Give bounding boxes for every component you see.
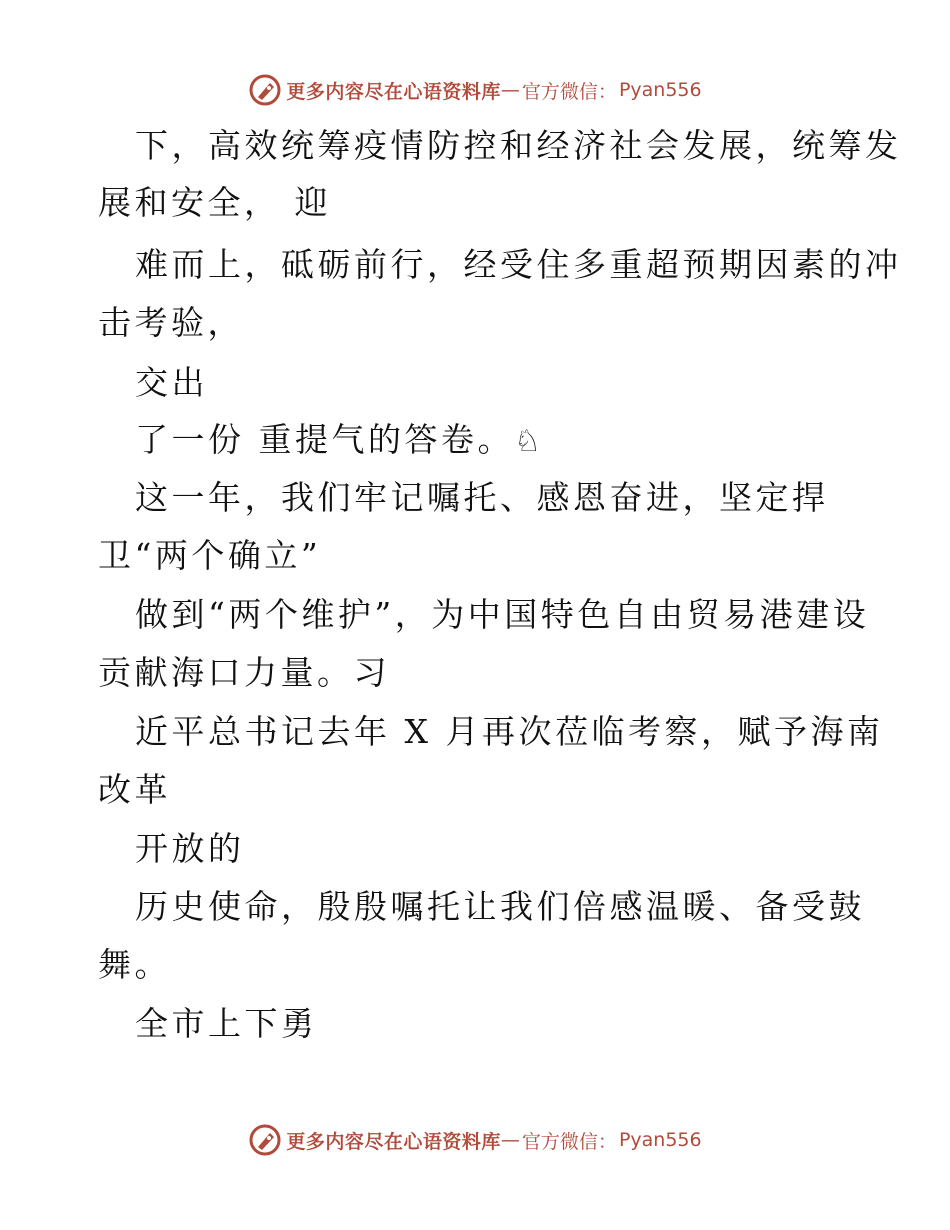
text-line: 全市上下勇	[135, 1004, 318, 1043]
text-line-with-symbol	[135, 420, 541, 462]
text-line: 开放的	[135, 829, 245, 868]
text-line: 难而上，砥砺前行，经受住多重超预期因素的冲	[135, 245, 902, 284]
watermark-wechat-label: 官方微信：	[521, 80, 617, 103]
text-line: 下，高效统筹疫情防控和经济社会发展，统筹发	[135, 126, 902, 165]
footer-watermark	[0, 1120, 950, 1160]
text-line: 近平总书记去年 X 月再次莅临考察，赋予海南	[135, 712, 884, 751]
watermark-wechat-label: 官方微信：	[521, 1130, 617, 1153]
watermark-wechat-id: Pyan556	[618, 79, 702, 101]
text-line: 改革	[98, 770, 171, 809]
watermark-wechat-id: Pyan556	[618, 1129, 702, 1151]
watermark-separator: —	[500, 79, 520, 101]
watermark-title: 更多内容尽在心语资料库	[286, 1130, 501, 1153]
header-watermark	[0, 70, 950, 110]
text-line: 了一份 重提气的答卷。	[135, 420, 514, 459]
text-line: 交出	[135, 363, 208, 402]
text-line: 贡献海口力量。习	[98, 653, 390, 692]
watermark-separator: —	[500, 1129, 520, 1151]
text-line: 击考验，	[98, 303, 244, 342]
text-line: 这一年，我们牢记嘱托、感恩奋进，坚定捍	[135, 478, 829, 517]
text-line: 舞。	[98, 945, 171, 984]
text-line: 做到“两个维护”，为中国特色自由贸易港建设	[135, 595, 870, 634]
watermark-title: 更多内容尽在心语资料库	[286, 80, 501, 103]
text-line: 卫“两个确立”	[98, 536, 322, 575]
text-line: 历史使命，殷殷嘱托让我们倍感温暖、备受鼓	[135, 887, 865, 926]
chess-knight-icon: ♘	[514, 424, 541, 459]
pen-nib-logo-icon	[248, 1123, 282, 1157]
pen-nib-logo-icon	[248, 73, 282, 107]
text-line: 展和安全， 迎	[98, 183, 331, 222]
